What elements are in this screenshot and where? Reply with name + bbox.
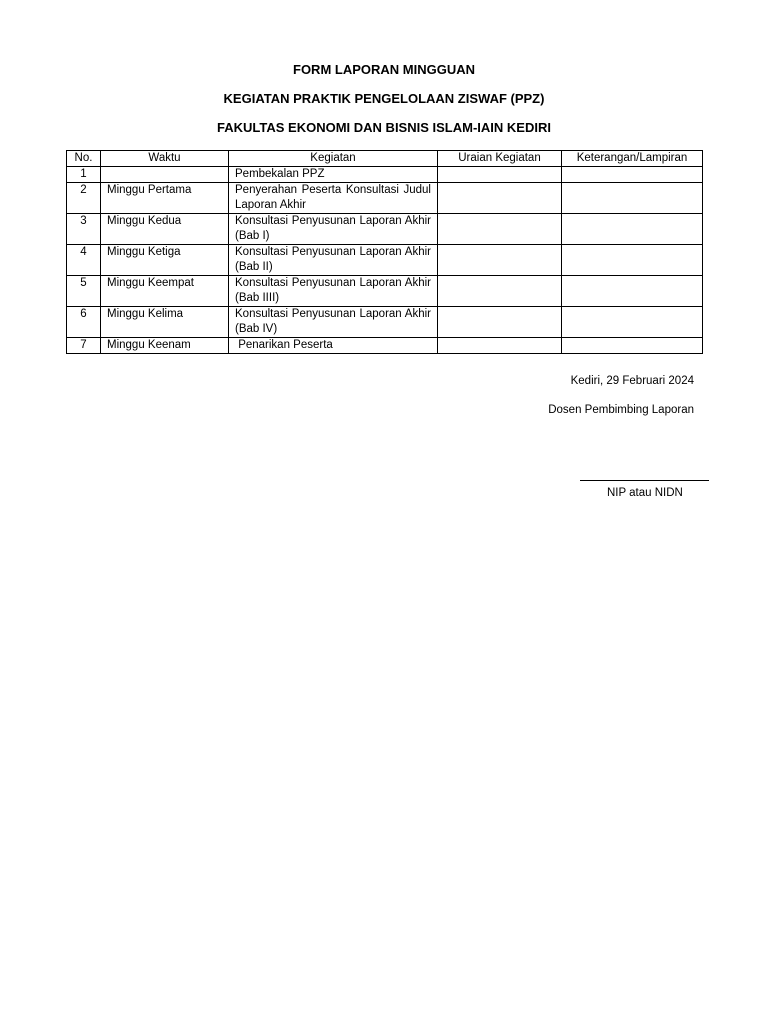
- form-title: FORM LAPORAN MINGGUAN: [293, 62, 475, 77]
- row-uraian: [438, 307, 562, 338]
- row-kegiatan: Pembekalan PPZ: [229, 167, 438, 183]
- row-uraian: [438, 183, 562, 214]
- activity-title: KEGIATAN PRAKTIK PENGELOLAAN ZISWAF (PPZ): [223, 91, 545, 106]
- row-no: 4: [67, 245, 101, 276]
- row-uraian: [438, 214, 562, 245]
- header-keterangan: Keterangan/Lampiran: [562, 151, 703, 167]
- table-row: [67, 276, 703, 307]
- row-waktu: Minggu Kedua: [101, 214, 229, 245]
- signature-place-date: Kediri, 29 Februari 2024: [570, 375, 694, 387]
- table-row: [67, 214, 703, 245]
- table-row: [67, 183, 703, 214]
- header-kegiatan: Kegiatan: [229, 151, 438, 167]
- row-no: 5: [67, 276, 101, 307]
- faculty-title: FAKULTAS EKONOMI DAN BISNIS ISLAM-IAIN KEDIRI: [217, 120, 551, 135]
- row-keterangan: [562, 307, 703, 338]
- row-no: 3: [67, 214, 101, 245]
- row-keterangan: [562, 245, 703, 276]
- row-no: 6: [67, 307, 101, 338]
- row-uraian: [438, 276, 562, 307]
- table-row: [67, 245, 703, 276]
- row-keterangan: [562, 167, 703, 183]
- row-kegiatan: Konsultasi Penyusunan Laporan Akhir (Bab I): [229, 214, 438, 245]
- table-header-row: [67, 151, 703, 167]
- row-no: 2: [67, 183, 101, 214]
- row-keterangan: [562, 214, 703, 245]
- row-no: 1: [67, 167, 101, 183]
- header-uraian: Uraian Kegiatan: [438, 151, 562, 167]
- table-row: [67, 307, 703, 338]
- row-keterangan: [562, 183, 703, 214]
- row-waktu: [101, 167, 229, 183]
- row-uraian: [438, 167, 562, 183]
- row-uraian: [438, 245, 562, 276]
- row-kegiatan: Penarikan Peserta: [229, 338, 438, 354]
- weekly-report-table: [66, 150, 703, 354]
- row-kegiatan: Konsultasi Penyusunan Laporan Akhir (Bab IIII): [229, 276, 438, 307]
- header-no: No.: [67, 151, 101, 167]
- row-waktu: Minggu Kelima: [101, 307, 229, 338]
- row-waktu: Minggu Keenam: [101, 338, 229, 354]
- signature-id-label: NIP atau NIDN: [607, 487, 683, 499]
- signature-role: Dosen Pembimbing Laporan: [548, 404, 694, 416]
- row-kegiatan: Penyerahan Peserta Konsultasi Judul Laporan Akhir: [229, 183, 438, 214]
- row-no: 7: [67, 338, 101, 354]
- row-keterangan: [562, 276, 703, 307]
- row-waktu: Minggu Pertama: [101, 183, 229, 214]
- row-waktu: Minggu Ketiga: [101, 245, 229, 276]
- row-uraian: [438, 338, 562, 354]
- row-waktu: Minggu Keempat: [101, 276, 229, 307]
- row-kegiatan: Konsultasi Penyusunan Laporan Akhir (Bab IV): [229, 307, 438, 338]
- row-kegiatan: Konsultasi Penyusunan Laporan Akhir (Bab II): [229, 245, 438, 276]
- table-row: [67, 338, 703, 354]
- table-row: [67, 167, 703, 183]
- header-waktu: Waktu: [101, 151, 229, 167]
- row-keterangan: [562, 338, 703, 354]
- signature-line: [580, 480, 709, 481]
